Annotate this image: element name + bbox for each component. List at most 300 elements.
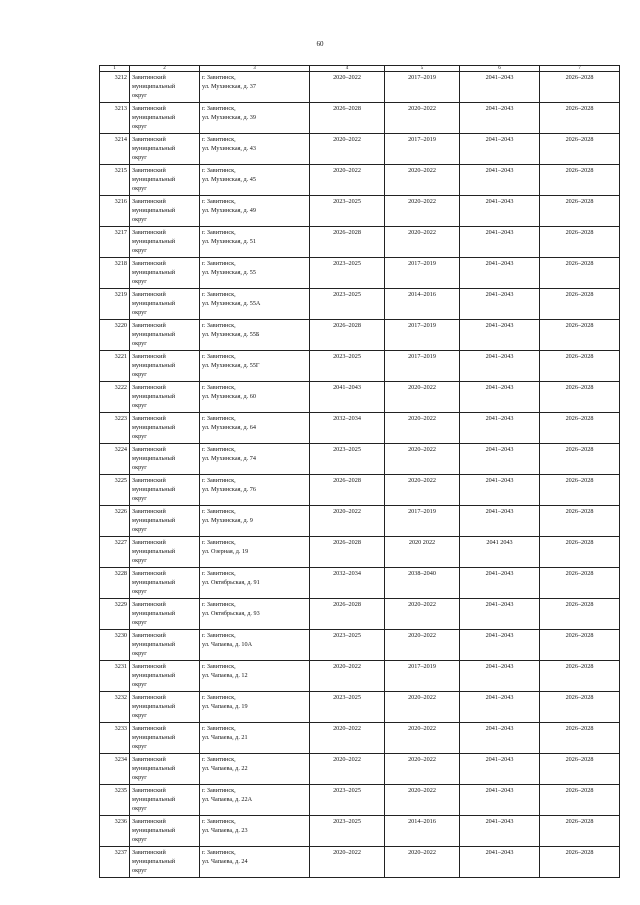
row-number: 3227	[114, 539, 127, 546]
address-line: ул. Мухинская, д. 55	[202, 269, 256, 276]
period-cell-c5	[385, 506, 460, 537]
district-line: муниципальный	[132, 83, 176, 90]
period-cell-c6	[460, 258, 540, 289]
period-cell-c6	[460, 382, 540, 413]
address-line: г. Завитинск,	[202, 384, 236, 391]
table-row	[100, 134, 620, 165]
address-line: г. Завитинск,	[202, 756, 236, 763]
period-value: 2023–2025	[333, 446, 361, 453]
row-number-cell	[100, 816, 130, 847]
district-line: округ	[132, 278, 147, 285]
period-value: 2026–2028	[565, 632, 594, 639]
period-cell-c7	[540, 816, 620, 847]
address-line: г. Завитинск,	[202, 74, 236, 81]
period-cell-c6	[460, 537, 540, 568]
address-line: г. Завитинск,	[202, 198, 236, 205]
table-row	[100, 196, 620, 227]
address-line: г. Завитинск,	[202, 446, 236, 453]
period-cell-c7	[540, 630, 620, 661]
address-cell	[200, 413, 310, 444]
period-value: 2038–2040	[408, 570, 436, 577]
period-value: 2026–2028	[565, 756, 594, 763]
address-line: ул. Мухинская, д. 45	[202, 176, 256, 183]
period-cell-c7	[540, 723, 620, 754]
period-value: 2020–2022	[408, 601, 436, 608]
period-cell-c5	[385, 165, 460, 196]
district-line: Завитинский	[132, 756, 166, 763]
register-table	[99, 65, 620, 878]
period-cell-c4	[310, 475, 385, 506]
district-line: Завитинский	[132, 570, 166, 577]
period-cell-c7	[540, 382, 620, 413]
period-value: 2026–2028	[565, 601, 594, 608]
row-number: 3236	[114, 818, 127, 825]
period-value: 2026–2028	[565, 446, 594, 453]
row-number: 3212	[114, 74, 127, 81]
period-value: 2032–2034	[333, 415, 361, 422]
row-number-cell	[100, 568, 130, 599]
period-cell-c7	[540, 103, 620, 134]
period-cell-c4	[310, 134, 385, 165]
district-line: Завитинский	[132, 818, 166, 825]
period-cell-c7	[540, 444, 620, 475]
district-cell	[130, 661, 200, 692]
table-row	[100, 320, 620, 351]
period-value: 2020–2022	[333, 756, 361, 763]
period-cell-c6	[460, 754, 540, 785]
district-cell	[130, 165, 200, 196]
table-row	[100, 72, 620, 103]
district-line: муниципальный	[132, 579, 176, 586]
period-cell-c7	[540, 258, 620, 289]
period-cell-c4	[310, 537, 385, 568]
period-value: 2020–2022	[333, 508, 361, 515]
address-line: ул. Мухинская, д. 76	[202, 486, 256, 493]
district-line: округ	[132, 123, 147, 130]
address-line: г. Завитинск,	[202, 632, 236, 639]
district-line: муниципальный	[132, 269, 176, 276]
row-number: 3233	[114, 725, 127, 732]
address-cell	[200, 196, 310, 227]
address-line: ул. Октябрьская, д. 93	[202, 610, 260, 617]
period-cell-c5	[385, 413, 460, 444]
row-number-cell	[100, 661, 130, 692]
district-cell	[130, 599, 200, 630]
period-value: 2017–2019	[408, 353, 436, 360]
period-value: 2026–2028	[565, 167, 594, 174]
district-cell	[130, 196, 200, 227]
district-line: муниципальный	[132, 672, 176, 679]
row-number: 3219	[114, 291, 127, 298]
period-value: 2032–2034	[333, 570, 361, 577]
period-cell-c4	[310, 103, 385, 134]
period-value: 2026–2028	[565, 508, 594, 515]
period-value: 2020–2022	[408, 756, 436, 763]
period-value: 2026–2028	[333, 477, 361, 484]
period-value: 2017–2019	[408, 322, 436, 329]
address-cell	[200, 165, 310, 196]
table-row	[100, 258, 620, 289]
period-cell-c4	[310, 289, 385, 320]
district-cell	[130, 289, 200, 320]
district-line: округ	[132, 309, 147, 316]
period-value: 2026–2028	[333, 539, 361, 546]
period-cell-c5	[385, 785, 460, 816]
address-line: г. Завитинск,	[202, 229, 236, 236]
period-cell-c6	[460, 847, 540, 878]
period-value: 2026–2028	[565, 105, 594, 112]
district-line: муниципальный	[132, 393, 176, 400]
period-value: 2020–2022	[408, 694, 436, 701]
period-cell-c7	[540, 568, 620, 599]
row-number-cell	[100, 165, 130, 196]
row-number-cell	[100, 72, 130, 103]
district-line: округ	[132, 371, 147, 378]
address-line: г. Завитинск,	[202, 477, 236, 484]
address-cell	[200, 537, 310, 568]
period-value: 2041–2043	[485, 384, 514, 391]
period-cell-c7	[540, 785, 620, 816]
period-cell-c4	[310, 661, 385, 692]
period-value: 2026–2028	[565, 384, 594, 391]
period-cell-c7	[540, 413, 620, 444]
address-line: г. Завитинск,	[202, 663, 236, 670]
period-cell-c6	[460, 723, 540, 754]
period-value: 2041–2043	[485, 229, 514, 236]
address-line: ул. Мухинская, д. 51	[202, 238, 256, 245]
table-row	[100, 599, 620, 630]
district-line: Завитинский	[132, 787, 166, 794]
row-number: 3213	[114, 105, 127, 112]
period-cell-c4	[310, 413, 385, 444]
address-cell	[200, 599, 310, 630]
district-line: Завитинский	[132, 322, 166, 329]
column-number: 7	[540, 66, 620, 72]
district-line: округ	[132, 712, 147, 719]
district-cell	[130, 723, 200, 754]
period-cell-c6	[460, 506, 540, 537]
district-cell	[130, 847, 200, 878]
period-value: 2026–2028	[565, 818, 594, 825]
period-cell-c7	[540, 351, 620, 382]
address-line: г. Завитинск,	[202, 725, 236, 732]
period-value: 2020–2022	[408, 415, 436, 422]
district-line: округ	[132, 402, 147, 409]
address-line: г. Завитинск,	[202, 818, 236, 825]
address-cell	[200, 258, 310, 289]
row-number: 3218	[114, 260, 127, 267]
period-cell-c6	[460, 475, 540, 506]
address-line: ул. Чапаева, д. 23	[202, 827, 248, 834]
table-row	[100, 630, 620, 661]
district-line: округ	[132, 92, 147, 99]
district-line: муниципальный	[132, 455, 176, 462]
district-cell	[130, 506, 200, 537]
row-number-cell	[100, 320, 130, 351]
address-cell	[200, 289, 310, 320]
district-line: округ	[132, 495, 147, 502]
period-value: 2026–2028	[565, 291, 594, 298]
period-value: 2020–2022	[408, 229, 436, 236]
period-value: 2017–2019	[408, 74, 436, 81]
period-value: 2041–2043	[485, 136, 514, 143]
table-row	[100, 444, 620, 475]
period-value: 2041–2043	[485, 198, 514, 205]
row-number-cell	[100, 103, 130, 134]
period-cell-c4	[310, 754, 385, 785]
row-number: 3222	[114, 384, 127, 391]
period-cell-c4	[310, 258, 385, 289]
period-value: 2041–2043	[485, 694, 514, 701]
address-cell	[200, 785, 310, 816]
period-value: 2023–2025	[333, 198, 361, 205]
row-number: 3220	[114, 322, 127, 329]
period-cell-c6	[460, 351, 540, 382]
address-line: г. Завитинск,	[202, 601, 236, 608]
row-number: 3230	[114, 632, 127, 639]
period-value: 2041–2043	[485, 167, 514, 174]
address-line: ул. Мухинская, д. 43	[202, 145, 256, 152]
address-line: г. Завитинск,	[202, 105, 236, 112]
period-cell-c7	[540, 475, 620, 506]
district-line: округ	[132, 836, 147, 843]
period-cell-c5	[385, 599, 460, 630]
row-number: 3226	[114, 508, 127, 515]
district-line: Завитинский	[132, 539, 166, 546]
period-value: 2041–2043	[485, 787, 514, 794]
period-value: 2023–2025	[333, 787, 361, 794]
period-cell-c6	[460, 289, 540, 320]
district-cell	[130, 320, 200, 351]
period-value: 2020–2022	[408, 384, 436, 391]
row-number-cell	[100, 475, 130, 506]
period-value: 2041–2043	[485, 260, 514, 267]
table-row	[100, 692, 620, 723]
period-value: 2041–2043	[485, 477, 514, 484]
district-line: Завитинский	[132, 229, 166, 236]
row-number-cell	[100, 785, 130, 816]
district-cell	[130, 351, 200, 382]
address-line: г. Завитинск,	[202, 291, 236, 298]
address-cell	[200, 475, 310, 506]
address-cell	[200, 320, 310, 351]
period-value: 2041–2043	[485, 601, 514, 608]
period-value: 2041–2043	[485, 415, 514, 422]
row-number-cell	[100, 506, 130, 537]
district-line: округ	[132, 185, 147, 192]
period-value: 2026–2028	[565, 415, 594, 422]
table-row	[100, 537, 620, 568]
period-value: 2026–2028	[565, 694, 594, 701]
table-row	[100, 103, 620, 134]
district-line: муниципальный	[132, 548, 176, 555]
period-cell-c5	[385, 661, 460, 692]
district-line: округ	[132, 526, 147, 533]
period-cell-c7	[540, 227, 620, 258]
district-line: округ	[132, 216, 147, 223]
row-number-cell	[100, 382, 130, 413]
column-number: 1	[100, 66, 130, 72]
period-cell-c5	[385, 754, 460, 785]
period-cell-c6	[460, 692, 540, 723]
period-cell-c7	[540, 847, 620, 878]
district-line: Завитинский	[132, 105, 166, 112]
district-cell	[130, 134, 200, 165]
period-cell-c6	[460, 568, 540, 599]
period-value: 2041–2043	[485, 508, 514, 515]
address-line: ул. Мухинская, д. 37	[202, 83, 256, 90]
address-cell	[200, 506, 310, 537]
period-value: 2041–2043	[485, 291, 514, 298]
period-cell-c6	[460, 444, 540, 475]
district-line: Завитинский	[132, 198, 166, 205]
table-row	[100, 723, 620, 754]
period-cell-c4	[310, 444, 385, 475]
period-value: 2020–2022	[333, 136, 361, 143]
address-cell	[200, 692, 310, 723]
address-line: ул. Чапаева, д. 22А	[202, 796, 253, 803]
address-line: ул. Чапаева, д. 21	[202, 734, 248, 741]
period-cell-c4	[310, 506, 385, 537]
period-cell-c5	[385, 103, 460, 134]
district-line: муниципальный	[132, 331, 176, 338]
district-line: округ	[132, 743, 147, 750]
district-line: муниципальный	[132, 207, 176, 214]
address-line: ул. Мухинская, д. 55Б	[202, 331, 260, 338]
district-line: округ	[132, 681, 147, 688]
period-value: 2020–2022	[408, 477, 436, 484]
period-value: 2020–2022	[333, 725, 361, 732]
row-number: 3224	[114, 446, 127, 453]
address-cell	[200, 382, 310, 413]
period-cell-c6	[460, 630, 540, 661]
district-line: Завитинский	[132, 136, 166, 143]
district-cell	[130, 382, 200, 413]
address-cell	[200, 847, 310, 878]
period-value: 2017–2019	[408, 260, 436, 267]
district-line: Завитинский	[132, 74, 166, 81]
column-number: 4	[310, 66, 385, 72]
district-line: округ	[132, 154, 147, 161]
period-value: 2026–2028	[333, 105, 361, 112]
period-value: 2026–2028	[333, 601, 361, 608]
address-line: ул. Чапаева, д. 12	[202, 672, 248, 679]
address-line: г. Завитинск,	[202, 694, 236, 701]
address-line: г. Завитинск,	[202, 415, 236, 422]
page-number: 60	[316, 40, 324, 48]
table-row	[100, 413, 620, 444]
district-line: Завитинский	[132, 694, 166, 701]
period-cell-c6	[460, 599, 540, 630]
period-value: 2023–2025	[333, 353, 361, 360]
row-number: 3221	[114, 353, 127, 360]
column-number: 3	[200, 66, 310, 72]
period-cell-c4	[310, 568, 385, 599]
period-cell-c6	[460, 785, 540, 816]
period-value: 2026–2028	[565, 849, 594, 856]
district-line: муниципальный	[132, 858, 176, 865]
period-cell-c5	[385, 475, 460, 506]
address-line: г. Завитинск,	[202, 539, 236, 546]
period-cell-c4	[310, 723, 385, 754]
period-cell-c7	[540, 537, 620, 568]
address-cell	[200, 72, 310, 103]
period-value: 2020–2022	[408, 787, 436, 794]
period-cell-c4	[310, 165, 385, 196]
address-cell	[200, 103, 310, 134]
district-line: округ	[132, 464, 147, 471]
period-value: 2020–2022	[408, 105, 436, 112]
period-cell-c5	[385, 537, 460, 568]
period-cell-c5	[385, 630, 460, 661]
district-line: муниципальный	[132, 114, 176, 121]
period-cell-c4	[310, 382, 385, 413]
period-value: 2026–2028	[565, 353, 594, 360]
row-number-cell	[100, 723, 130, 754]
district-cell	[130, 785, 200, 816]
district-line: округ	[132, 805, 147, 812]
period-cell-c6	[460, 816, 540, 847]
district-cell	[130, 568, 200, 599]
row-number-cell	[100, 692, 130, 723]
district-line: Завитинский	[132, 260, 166, 267]
period-value: 2041–2043	[485, 105, 514, 112]
address-line: г. Завитинск,	[202, 136, 236, 143]
address-line: ул. Чапаева, д. 10А	[202, 641, 253, 648]
period-value: 2041–2043	[485, 322, 514, 329]
address-line: ул. Мухинская, д. 39	[202, 114, 256, 121]
column-number: 2	[130, 66, 200, 72]
period-cell-c4	[310, 599, 385, 630]
period-value: 2014–2016	[408, 818, 436, 825]
period-cell-c7	[540, 196, 620, 227]
row-number-cell	[100, 258, 130, 289]
table-row	[100, 165, 620, 196]
district-line: Завитинский	[132, 291, 166, 298]
row-number-cell	[100, 599, 130, 630]
period-cell-c5	[385, 444, 460, 475]
district-line: округ	[132, 867, 147, 874]
period-value: 2026–2028	[565, 663, 594, 670]
district-cell	[130, 72, 200, 103]
row-number-cell	[100, 134, 130, 165]
period-value: 2023–2025	[333, 818, 361, 825]
period-value: 2017–2019	[408, 663, 436, 670]
district-line: округ	[132, 557, 147, 564]
table-row	[100, 227, 620, 258]
period-cell-c4	[310, 816, 385, 847]
period-value: 2026–2028	[333, 229, 361, 236]
table-row	[100, 785, 620, 816]
period-cell-c6	[460, 320, 540, 351]
period-value: 2041–2043	[485, 570, 514, 577]
district-line: Завитинский	[132, 849, 166, 856]
period-value: 2020–2022	[408, 849, 436, 856]
period-value: 2026–2028	[565, 787, 594, 794]
district-cell	[130, 413, 200, 444]
district-line: Завитинский	[132, 167, 166, 174]
district-line: муниципальный	[132, 424, 176, 431]
row-number-cell	[100, 196, 130, 227]
period-cell-c6	[460, 413, 540, 444]
district-cell	[130, 754, 200, 785]
district-cell	[130, 537, 200, 568]
district-line: Завитинский	[132, 601, 166, 608]
period-value: 2041–2043	[485, 446, 514, 453]
district-line: округ	[132, 433, 147, 440]
period-cell-c5	[385, 289, 460, 320]
address-line: ул. Чапаева, д. 24	[202, 858, 248, 865]
